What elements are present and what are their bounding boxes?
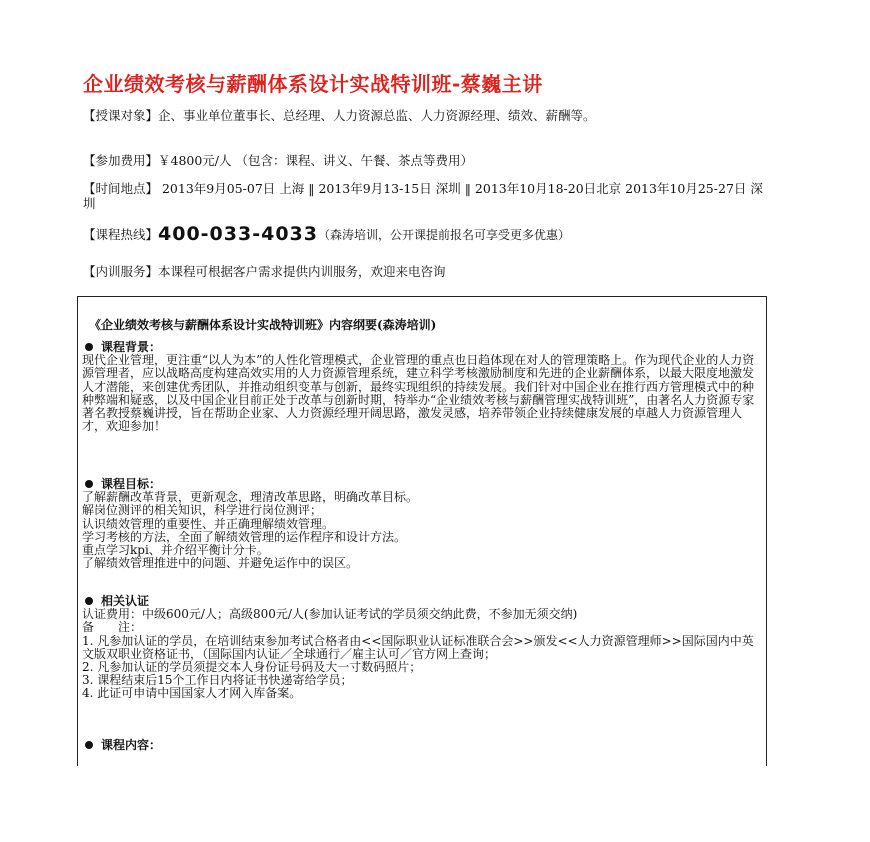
bullet-icon	[85, 741, 93, 749]
hotline-info	[83, 223, 773, 245]
content-section	[82, 739, 762, 752]
list-item: 了解薪酬改革背景，更新观念，理清改革思路，明确改革目标。	[82, 490, 419, 505]
schedule-info: 【时间地点】 2013年9月05-07日 上海 ‖ 2013年9月13-15日 深圳 ‖ 2013年10月18-20日北京 2013年10月25-27日 深圳	[83, 181, 763, 211]
list-item: 1. 凡参加认证的学员，在培训结束参加考试合格者由<<国际职业认证标准联合会>>颁发<<人力资源管理师>>国际国内中英文版双职业资格证书，（国际国内认证／全球通行／雇主认可／官方网上查询；	[82, 633, 754, 661]
list-item: 解岗位测评的相关知识，科学进行岗位测评；	[82, 503, 323, 518]
hotline-label: 【课程热线】	[83, 227, 159, 242]
hotline-number: 400-033-4033	[158, 223, 318, 245]
list-item: 3. 课程结束后15个工作日内将证书快递寄给学员；	[82, 673, 353, 688]
audience-info: 【授课对象】企、事业单位董事长、总经理、人力资源总监、人力资源经理、绩效、薪酬等。	[83, 108, 596, 123]
bullet-icon	[85, 597, 93, 605]
goals-heading: 课程目标：	[82, 478, 762, 491]
background-heading: 课程背景：	[82, 341, 762, 354]
fee-info: 【参加费用】￥4800元/人 （包含：课程、讲义、午餐、茶点等费用）	[83, 153, 473, 168]
background-text: 现代企业管理，更注重“以人为本”的人性化管理模式，企业管理的重点也日趋体现在对人的管理策略上。作为现代企业的人力资源管理者，应以战略高度构建高效实用的人力资源管理系统，建立科学考核激励制度和先进的企业薪酬体系，以最大限度地激发人才潜能，来创建优秀团队，并推动组织变革与创新，最终实现组织的持续发展。我们针对中国企业在推行西方管理模式中的种种弊端和疑惑，以及中国企业目前正处于改革与创新时期，特举办“企业绩效考核与薪酬管理实战特训班”，由著名人力资源专家著名教授蔡巍讲授，旨在帮助企业家、人力资源经理开阔思路，激发灵感，培养带领企业持续健康发展的卓越人力资源管理人才，欢迎参加！	[82, 353, 755, 434]
certification-fee: 认证费用：中级600元/人；高级800元/人(参加认证考试的学员须交纳此费，不参加无须交纳)	[82, 607, 578, 622]
certification-note-label: 备 注：	[82, 620, 143, 635]
inhouse-info: 【内训服务】本课程可根据客户需求提供内训服务，欢迎来电咨询	[83, 264, 446, 279]
list-item: 重点学习kpi、并介绍平衡计分卡。	[82, 543, 269, 558]
hotline-note: （森涛培训，公开课提前报名可享受更多优惠）	[318, 228, 571, 242]
list-item: 4. 此证可申请中国国家人才网入库备案。	[82, 686, 302, 701]
list-item: 了解绩效管理推进中的问题、并避免运作中的误区。	[82, 556, 359, 571]
list-item: 学习考核的方法，全面了解绩效管理的运作程序和设计方法。	[82, 529, 407, 544]
background-section	[82, 341, 762, 433]
list-item: 认识绩效管理的重要性、并正确理解绩效管理。	[82, 516, 335, 531]
certification-section	[82, 595, 762, 701]
outline-box	[77, 296, 767, 766]
outline-title: 《企业绩效考核与薪酬体系设计实战特训班》内容纲要(森涛培训)	[89, 318, 437, 332]
bullet-icon	[85, 480, 93, 488]
goals-section	[82, 478, 762, 570]
bullet-icon	[85, 343, 93, 351]
content-heading: 课程内容：	[82, 739, 762, 752]
certification-heading: 相关认证	[82, 595, 762, 608]
list-item: 2. 凡参加认证的学员须提交本人身份证号码及大一寸数码照片；	[82, 660, 422, 675]
document-title: 企业绩效考核与薪酬体系设计实战特训班-蔡巍主讲	[83, 72, 543, 96]
